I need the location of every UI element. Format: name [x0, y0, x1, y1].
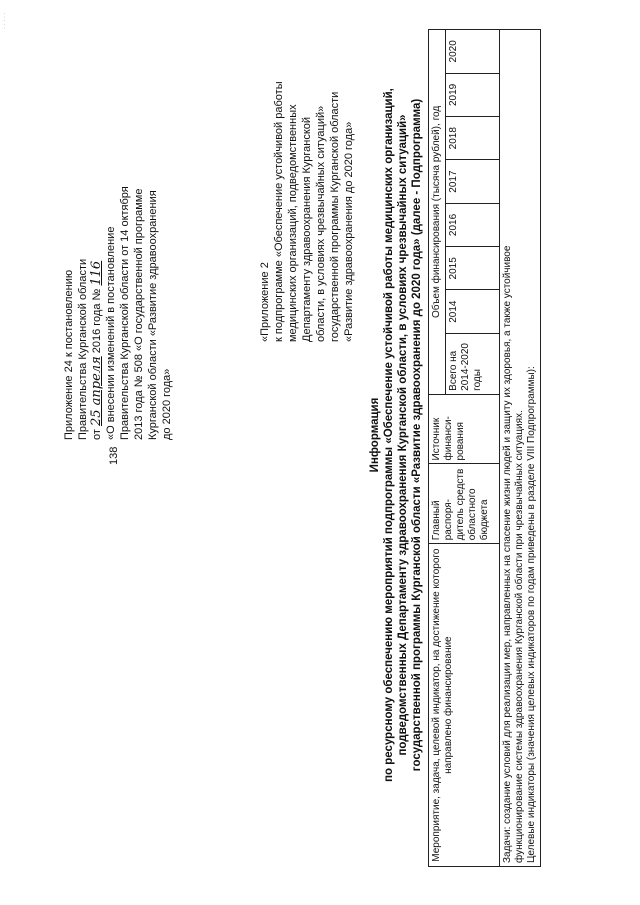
header-year: 2014 [446, 290, 500, 333]
header-event: Мероприятие, задача, целевой индикатор, на достижение которого направлено финансирование [429, 544, 500, 867]
appendix-2-line: государственной программы Курганской области [329, 91, 341, 342]
tasks-cell [500, 30, 541, 867]
header-year: 2017 [446, 160, 500, 203]
handwritten-number: 116 [89, 260, 104, 286]
appendix-24-date-line [90, 80, 104, 440]
header-year: 2019 [446, 73, 500, 116]
heading-title: Информация [369, 397, 381, 473]
date-prefix: от [91, 429, 103, 440]
heading-line: по ресурсному обеспечению мероприятий подпрограммы «Обеспечение устойчивой работы медицинских организаций, [383, 88, 395, 782]
heading-line: государственной программы Курганской области «Развитие здравоохранения до 2020 года» (далее - Подпрограмма) [411, 98, 423, 772]
appendix-2-line: Департаменту здравоохранения Курганской [301, 116, 313, 342]
header-total: Всего на 2014-2020 годы [446, 333, 500, 394]
header-manager: Главный распоря-дитель средств областного бюджета [429, 464, 500, 544]
appendix-24-line: Правительства Курганской области [77, 258, 89, 440]
appendix-2-line: «Приложение 2 [259, 262, 271, 342]
financing-table [428, 29, 541, 867]
date-mid: 2016 года № [91, 288, 103, 354]
appendix-2-line: к подпрограмме «Обеспечение устойчивой работы [273, 81, 285, 342]
appendix-24-line: «О внесении изменений в постановление [105, 226, 117, 440]
table-header-row [429, 30, 446, 867]
tasks-line: Целевые индикаторы (значения целевых индикаторов по годам приведены в разделе VIII Подпрограммы): [526, 366, 537, 863]
appendix-24-block [62, 80, 174, 440]
appendix-2-line: медицинских организаций, подведомственных [287, 104, 299, 342]
handwritten-date: 25 апреля [89, 356, 104, 427]
document-heading [368, 5, 424, 865]
appendix-24-line: Правительства Курганской области от 14 октября [119, 186, 131, 440]
table-row [500, 30, 541, 867]
header-volume: Объем финансирования (тысяча рублей), год [429, 30, 446, 395]
appendix-2-block [258, 42, 356, 342]
appendix-24-line: 2013 года № 508 «О государственной программе [133, 188, 145, 440]
appendix-24-line: Курганской области «Развитие здравоохранения [147, 190, 159, 440]
header-year: 2016 [446, 203, 500, 246]
heading-line: подведомственных Департаменту здравоохранения Курганской области, в условиях чрезвычайных ситуаций» [397, 114, 409, 756]
scan-marks: · · · · · [2, 12, 8, 29]
appendix-2-line: области, в условиях чрезвычайных ситуаций» [315, 105, 327, 342]
page-number: 138 [108, 446, 120, 465]
appendix-2-line: «Развитие здравоохранения до 2020 года» [343, 121, 355, 342]
header-year: 2015 [446, 247, 500, 290]
header-year: 2020 [446, 30, 500, 74]
appendix-24-line: Приложение 24 к постановлению [63, 269, 75, 440]
tasks-line: функционирование системы здравоохранения Курганской области при чрезвычайных ситуациях. [514, 410, 525, 863]
header-source: Источник финанси-рования [429, 394, 500, 464]
appendix-24-line: до 2020 года» [161, 368, 173, 440]
tasks-line: Задачи: создание условий для реализации мер, направленных на спасение жизни людей и защиту их здоровья, а также устойчивое [502, 245, 513, 863]
header-year: 2018 [446, 117, 500, 160]
